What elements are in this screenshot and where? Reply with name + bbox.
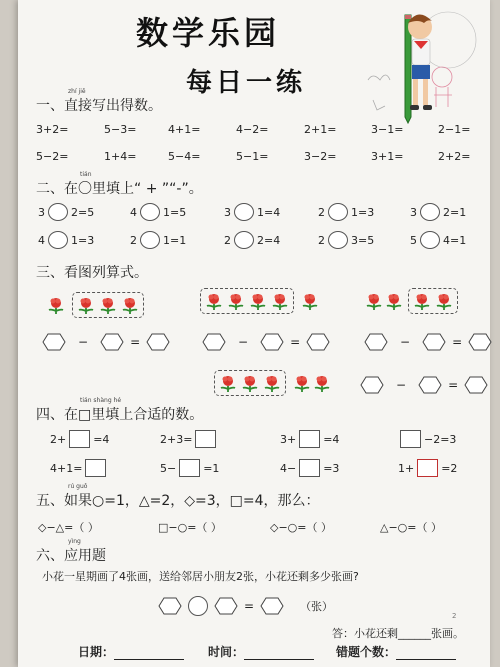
footer-date-label: 日期： [78, 645, 115, 659]
equation-1-5: 2+1= [304, 123, 337, 136]
word-problem-answer-row: = （张） [158, 596, 333, 616]
operator-circle[interactable] [420, 203, 440, 221]
flower-icon [226, 291, 246, 311]
operator-circle[interactable] [420, 231, 440, 249]
box-equation-1-1: 2+ =4 [50, 430, 109, 448]
flower-dashed-box [200, 288, 294, 314]
number-box[interactable] [417, 459, 438, 477]
hexagon-answer-box[interactable] [214, 597, 238, 615]
hexagon-answer-box[interactable] [464, 376, 488, 394]
footer-time [208, 643, 314, 660]
flower-group-2 [200, 288, 320, 314]
equation-1-6: 3−1= [371, 123, 404, 136]
shape-equation-1: ◇−△=（ ） [38, 521, 99, 534]
footer-date-blank[interactable] [114, 645, 184, 660]
footer-time-label: 时间： [208, 645, 245, 659]
operator-circle[interactable] [140, 231, 160, 249]
hexagon-answer-box[interactable] [364, 333, 388, 351]
hexagon-answer-box[interactable] [100, 333, 124, 351]
equation-2-2: 1+4= [104, 150, 137, 163]
flower-icon [434, 291, 454, 311]
page-number: 2 [452, 612, 457, 620]
number-box[interactable] [195, 430, 216, 448]
operator-circle[interactable] [234, 231, 254, 249]
box-equation-1-3: 3+ =4 [280, 430, 339, 448]
equation-2-3: 5−4= [168, 150, 201, 163]
hexagon-answer-box[interactable] [306, 333, 330, 351]
footer-date [78, 643, 184, 660]
flower-icon [46, 295, 66, 315]
hexagon-answer-box[interactable] [42, 333, 66, 351]
circle-equation-2-4: 2 3=5 [318, 231, 374, 249]
hexagon-answer-box[interactable] [146, 333, 170, 351]
circle-equation-1-3: 3 1=4 [224, 203, 280, 221]
circle-equation-2-1: 4 1=3 [38, 231, 94, 249]
section-3-label: 三、看图列算式。 [36, 265, 148, 281]
equation-2-5: 3−2= [304, 150, 337, 163]
number-box[interactable] [179, 459, 200, 477]
footer-errors-blank[interactable] [396, 645, 456, 660]
flower-dashed-box [408, 288, 458, 314]
flower-icon [262, 373, 282, 393]
flower-icon [312, 373, 332, 393]
equation-1-7: 2−1= [438, 123, 471, 136]
flower-group-3 [364, 288, 458, 314]
flower-icon [218, 373, 238, 393]
box-equation-2-3: 4− =3 [280, 459, 339, 477]
circle-equation-1-4: 2 1=3 [318, 203, 374, 221]
number-box[interactable] [299, 459, 320, 477]
section-2-label: 二、在〇里填上“ + ”“-”。 [36, 181, 203, 197]
section-1-pinyin: zhí jiē [68, 88, 86, 95]
footer-errors-label: 错题个数： [336, 645, 397, 659]
operator-circle[interactable] [188, 596, 208, 616]
unit-label: （张） [300, 600, 334, 613]
circle-equation-1-5: 3 2=1 [410, 203, 466, 221]
hexagon-answer-row-1: − = [42, 333, 170, 351]
flower-icon [204, 291, 224, 311]
flower-icon [98, 295, 118, 315]
section-1-heading [36, 88, 162, 115]
flower-icon [292, 373, 312, 393]
hexagon-answer-box[interactable] [158, 597, 182, 615]
operator-circle[interactable] [234, 203, 254, 221]
hexagon-answer-box[interactable] [418, 376, 442, 394]
section-6-label: 六、应用题 [36, 548, 106, 564]
section-1-label: 一、直接写出得数。 [36, 98, 162, 114]
flower-dashed-box [214, 370, 286, 396]
footer-time-blank[interactable] [244, 645, 314, 660]
flower-group-1 [46, 292, 144, 318]
hexagon-answer-box[interactable] [360, 376, 384, 394]
hexagon-answer-box[interactable] [260, 597, 284, 615]
section-6-heading [36, 538, 106, 565]
cartoon-boy-illustration [348, 5, 478, 125]
hexagon-answer-box[interactable] [468, 333, 492, 351]
flower-icon [364, 291, 384, 311]
equation-2-1: 5−2= [36, 150, 69, 163]
operator-circle[interactable] [328, 203, 348, 221]
circle-equation-1-1: 3 2=5 [38, 203, 94, 221]
flower-group-4 [214, 370, 332, 396]
box-equation-1-2: 2+3= [160, 430, 216, 448]
flower-icon [384, 291, 404, 311]
flower-dashed-box [72, 292, 144, 318]
section-5-heading [36, 483, 320, 510]
footer-errors [336, 643, 456, 660]
flower-icon [248, 291, 268, 311]
hexagon-answer-box[interactable] [422, 333, 446, 351]
number-box[interactable] [69, 430, 90, 448]
section-6-pinyin: yìng [68, 538, 81, 545]
section-4-heading [36, 397, 204, 424]
operator-circle[interactable] [48, 203, 68, 221]
hexagon-answer-box[interactable] [202, 333, 226, 351]
section-5-label: 五、如果○=1，△=2，◇=3，□=4，那么： [36, 493, 320, 509]
flower-icon [120, 295, 140, 315]
flower-icon [76, 295, 96, 315]
equation-2-7: 2+2= [438, 150, 471, 163]
section-4-label: 四、在□里填上合适的数。 [36, 407, 204, 423]
page-title: 数学乐园 [136, 14, 281, 52]
equation-2-6: 3+1= [371, 150, 404, 163]
answer-sentence: 答：小花还剩______张画。 [332, 627, 464, 640]
operator-circle[interactable] [48, 231, 68, 249]
flower-icon [412, 291, 432, 311]
equation-1-1: 3+2= [36, 123, 69, 136]
equation-2-4: 5−1= [236, 150, 269, 163]
equation-1-2: 5−3= [104, 123, 137, 136]
operator-circle[interactable] [140, 203, 160, 221]
page-subtitle: 每日一练 [186, 68, 307, 98]
number-box[interactable] [299, 430, 320, 448]
shape-equation-4: △−○=（ ） [380, 521, 442, 534]
box-equation-1-4: −2=3 [400, 430, 456, 448]
section-4-pinyin: tián shàng hé [80, 397, 122, 404]
circle-equation-2-5: 5 4=1 [410, 231, 466, 249]
section-3-heading [36, 262, 148, 282]
hexagon-answer-row-3: − = [364, 333, 492, 351]
shape-equation-3: ◇−○=（ ） [270, 521, 332, 534]
hexagon-answer-row-2: − = [202, 333, 330, 351]
box-equation-2-4: 1+ =2 [398, 459, 457, 477]
flower-icon [300, 291, 320, 311]
flower-icon [270, 291, 290, 311]
equation-1-3: 4+1= [168, 123, 201, 136]
circle-equation-2-2: 2 1=1 [130, 231, 186, 249]
box-equation-2-2: 5− =1 [160, 459, 219, 477]
word-problem-question: 小花一星期画了4张画，送给邻居小朋友2张，小花还剩多少张画? [42, 570, 359, 583]
circle-equation-2-3: 2 2=4 [224, 231, 280, 249]
box-equation-2-1: 4+1= [50, 459, 106, 477]
section-2-pinyin: tián [80, 171, 92, 178]
circle-equation-1-2: 4 1=5 [130, 203, 186, 221]
section-2-heading [36, 171, 203, 198]
number-box[interactable] [85, 459, 106, 477]
hexagon-answer-box[interactable] [260, 333, 284, 351]
number-box[interactable] [400, 430, 421, 448]
flower-icon [240, 373, 260, 393]
hexagon-answer-row-4: − = [360, 376, 488, 394]
equation-1-4: 4−2= [236, 123, 269, 136]
shape-equation-2: □−○=（ ） [158, 521, 222, 534]
operator-circle[interactable] [328, 231, 348, 249]
section-5-pinyin: rú guǒ [68, 483, 88, 490]
worksheet-page [18, 0, 490, 667]
